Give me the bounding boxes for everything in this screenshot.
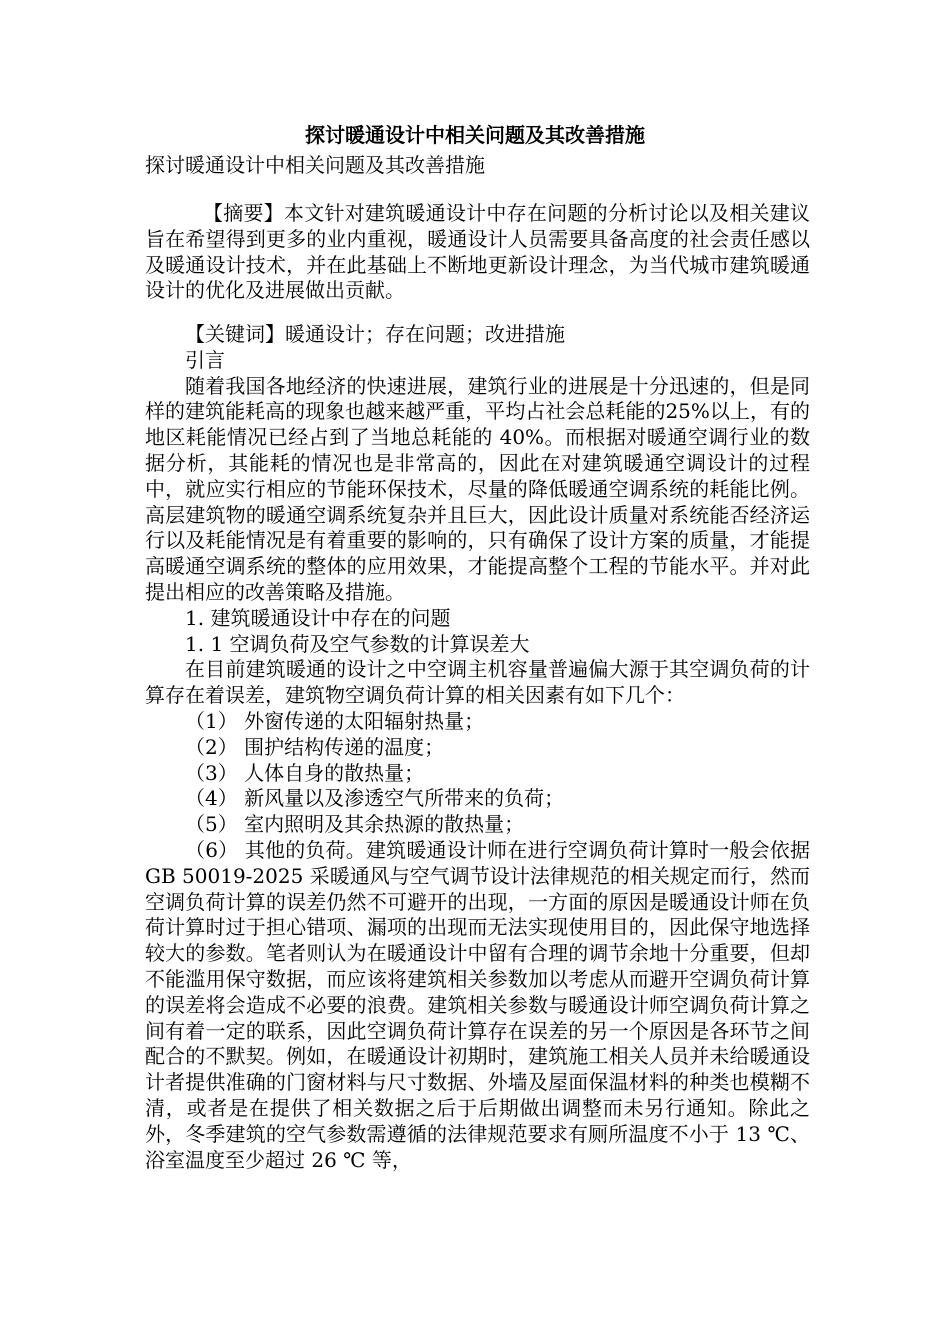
intro-paragraph: 随着我国各地经济的快速进展，建筑行业的进展是十分迅速的，但是同样的建筑能耗高的现象也越来越严重，平均占社会总耗能的25%以上，有的地区耗能情况已经占到了当地总耗能的 40%。而根据对暖通空调行业的数据分析，其能耗的情况也是非常高的，因此在对建筑暖通空调设计的过程中，就应实行相应的节能环保技术，尽量的降低暖通空调系统的耗能比例。高层建筑物的暖通空调系统复杂并且巨大，因此设计质量对系统能否经济运行以及耗能情况是有着重要的影响的，只有确保了设计方案的质量，才能提高暖通空调系统的整体的应用效果，才能提高整个工程的节能水平。并对此提出相应的改善策略及措施。 <box>145 373 810 604</box>
document-title: 探讨暖通设计中相关问题及其改善措施 <box>305 123 645 147</box>
section-1-1-paragraph: 在目前建筑暖通的设计之中空调主机容量普遍偏大源于其空调负荷的计算存在着误差，建筑物空调负荷计算的相关因素有如下几个： <box>145 657 810 708</box>
factor-6-paragraph: （6） 其他的负荷。建筑暖通设计师在进行空调负荷计算时一般会依据 GB 50019-2025 采暖通风与空气调节设计法律规范的相关规定而行，然而空调负荷计算的误差仍然不可避开的出现，一方面的原因是暖通设计师在负荷计算时过于担心错项、漏项的出现而无法实现使用目的，因此保守地选择较大的参数。笔者则认为在暖通设计中留有合理的调节余地十分重要，但却不能滥用保守数据，而应该将建筑相关参数加以考虑从而避开空调负荷计算的误差将会造成不必要的浪费。建筑相关参数与暖通设计师空调负荷计算之间有着一定的联系，因此空调负荷计算存在误差的另一个原因是各环节之间配合的不默契。例如，在暖通设计初期时，建筑施工相关人员并未给暖通设计者提供准确的门窗材料与尺寸数据、外墙及屋面保温材料的种类也模糊不清，或者是在提供了相关数据之后于后期做出调整而未另行通知。除此之外，冬季建筑的空气参数需遵循的法律规范要求有厕所温度不小于 13 ℃、浴室温度至少超过 26 ℃ 等， <box>145 837 810 1172</box>
factor-item: （1） 外窗传递的太阳辐射热量； <box>185 708 485 733</box>
document-subtitle: 探讨暖通设计中相关问题及其改善措施 <box>145 153 485 177</box>
factor-item: （2） 围护结构传递的温度； <box>185 734 445 759</box>
factor-item: （5） 室内照明及其余热源的散热量； <box>185 812 525 837</box>
abstract-block <box>145 201 810 304</box>
abstract-paragraph: 【摘要】本文针对建筑暖通设计中存在问题的分析讨论以及相关建议旨在希望得到更多的业内重视，暖通设计人员需要具备高度的社会责任感以及暖通设计技术，并在此基础上不断地更新设计理念，为当代城市建筑暖通设计的优化及进展做出贡献。 <box>145 201 810 303</box>
body-block <box>145 322 810 1173</box>
section-1-heading: 1. 建筑暖通设计中存在的问题 <box>185 605 451 630</box>
intro-heading: 引言 <box>185 347 225 372</box>
keywords-line: 【关键词】暖通设计；存在问题；改进措施 <box>185 322 565 346</box>
factor-item: （3） 人体自身的散热量； <box>185 760 425 785</box>
section-1-1-heading: 1. 1 空调负荷及空气参数的计算误差大 <box>185 631 530 656</box>
factor-item: （4） 新风量以及渗透空气所带来的负荷； <box>185 786 565 811</box>
